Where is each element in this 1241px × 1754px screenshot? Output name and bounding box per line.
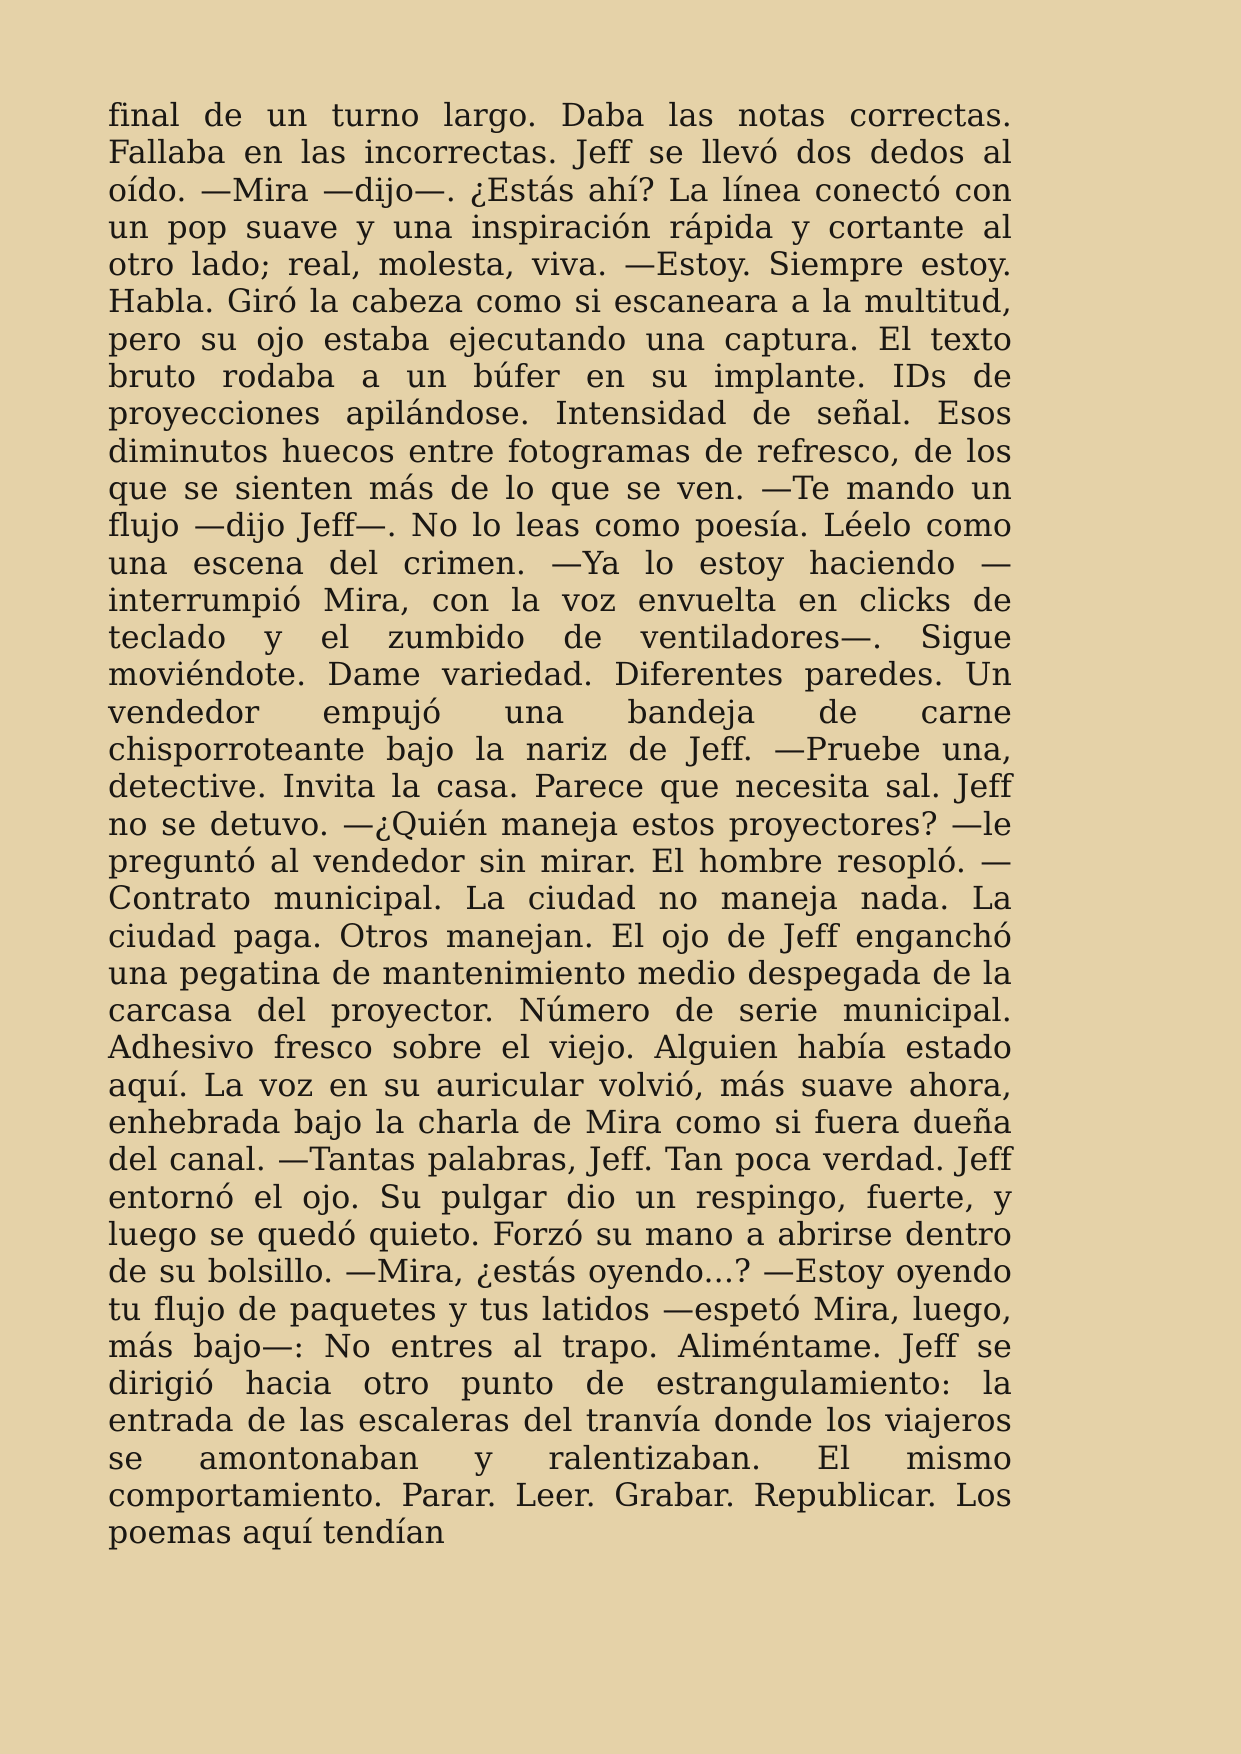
body-paragraph: final de un turno largo. Daba las notas correctas. Fallaba en las incorrectas. Jeff se llevó dos dedos al oído. —Mira —dijo—. ¿Estás ahí? La línea conectó con un pop suave y una inspiración rápida y cortante al otro lado; real, molesta, viva. —Estoy. Siempre estoy. Habla. Giró la cabeza como si escaneara a la multitud, pero su ojo estaba ejecutando una captura. El texto bruto rodaba a un búfer en su implante. IDs de proyecciones apilándose. Intensidad de señal. Esos diminutos huecos entre fotogramas de refresco, de los que se sienten más de lo que se ven. —Te mando un flujo —dijo Jeff—. No lo leas como poesía. Léelo como una escena del crimen. —Ya lo estoy haciendo —interrumpió Mira, con la voz envuelta en clicks de teclado y el zumbido de ventiladores—. Sigue moviéndote. Dame variedad. Diferentes paredes. Un vendedor empujó una bandeja de carne chisporroteante bajo la nariz de Jeff. —Pruebe una, detective. Invita la casa. Parece que necesita sal. Jeff no se detuvo. —¿Quién maneja estos proyectores? —le preguntó al vendedor sin mirar. El hombre resopló. —Contrato municipal. La ciudad no maneja nada. La ciudad paga. Otros manejan. El ojo de Jeff enganchó una pegatina de mantenimiento medio despegada de la carcasa del proyector. Número de serie municipal. Adhesivo fresco sobre el viejo. Alguien había estado aquí. La voz en su auricular volvió, más suave ahora, enhebrada bajo la charla de Mira como si fuera dueña del canal. —Tantas palabras, Jeff. Tan poca verdad. Jeff entornó el ojo. Su pulgar dio un respingo, fuerte, y luego se quedó quieto. Forzó su mano a abrirse dentro de su bolsillo. —Mira, ¿estás oyendo...? —Estoy oyendo tu flujo de paquetes y tus latidos —espetó Mira, luego, más bajo—: No entres al trapo. Aliméntame. Jeff se dirigió hacia otro punto de estrangulamiento: la entrada de las escaleras del tranvía donde los viajeros se amontonaban y ralentizaban. El mismo comportamiento. Parar. Leer. Grabar. Republicar. Los poemas aquí tendían [108, 98, 1012, 1552]
body-text-column [108, 98, 1012, 1553]
